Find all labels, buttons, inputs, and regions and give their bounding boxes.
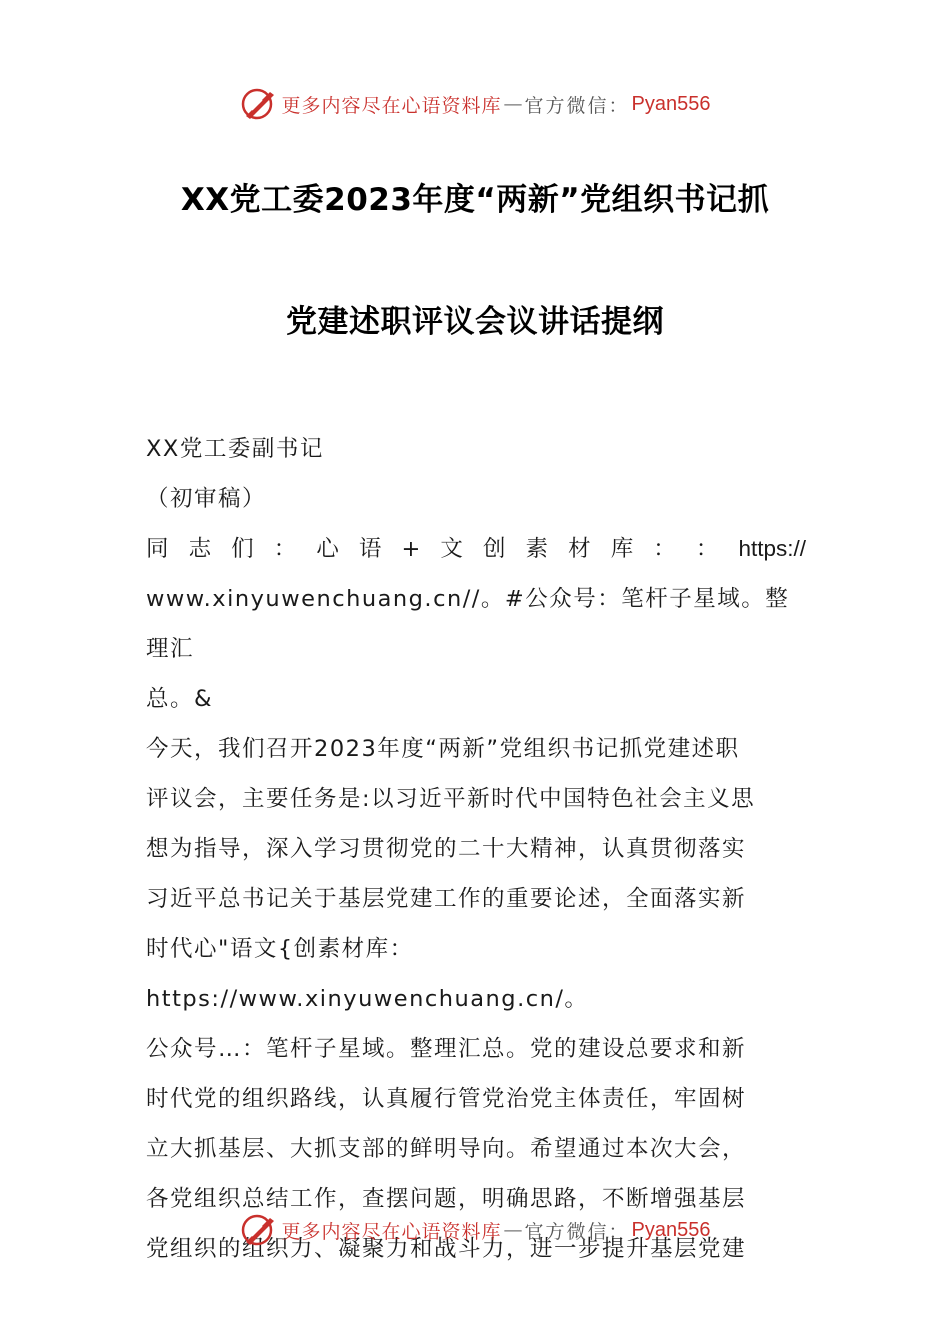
greeting-char: 心 <box>316 536 341 562</box>
greeting-char: 同 <box>146 536 171 562</box>
pen-logo-icon <box>240 86 278 122</box>
body-line: 时代心"语文{创素材库：https://www.xinyuwenchuang.cn/。 <box>146 936 589 1012</box>
body-line: 立大抓基层、大抓支部的鲜明导向。希望通过本次大会， <box>146 1136 747 1162</box>
pen-logo-icon <box>240 1212 278 1248</box>
body-line: 时代党的组织路线，认真履行管党治党主体责任，牢固树 <box>146 1086 747 1112</box>
document-body <box>146 424 806 1274</box>
greeting-char: 库 <box>610 536 635 562</box>
author-line: XX党工委副书记 <box>146 436 324 462</box>
greeting-char: 志 <box>188 536 213 562</box>
watermark-banner-bottom <box>0 1210 950 1250</box>
body-line: www.xinyuwenchuang.cn//。#公众号：笔杆子星域。整理汇 <box>146 586 790 662</box>
greeting-char: ： <box>273 536 298 562</box>
watermark-text: 更多内容尽在心语资料库 <box>281 94 502 117</box>
body-line: 总。& <box>146 686 214 712</box>
greeting-char: 材 <box>568 536 593 562</box>
document-title-line1: XX党工委2023年度“两新”党组织书记抓 <box>180 182 770 218</box>
greeting-url-start: https:// <box>738 536 806 561</box>
body-line: 评议会，主要任务是:以习近平新时代中国特色社会主义思 <box>146 786 756 812</box>
body-line: 今天，我们召开2023年度“两新”党组织书记抓党建述职 <box>146 736 740 762</box>
watermark-banner-top <box>0 84 950 124</box>
greeting-char: 创 <box>482 536 507 562</box>
body-line: 党组织的组织力、凝聚力和战斗力，进一步提升基层党建 <box>146 1236 747 1262</box>
greeting-line <box>146 524 806 574</box>
watermark-wechat-label: 官方微信： <box>524 94 630 117</box>
body-line: 各党组织总结工作，查摆问题，明确思路，不断增强基层 <box>146 1186 747 1212</box>
greeting-char: 们 <box>231 536 256 562</box>
greeting-char: + <box>401 536 422 562</box>
greeting-char: ： <box>653 536 678 562</box>
draft-note: （初审稿） <box>146 486 267 512</box>
watermark-wechat-id: Pyan556 <box>631 92 711 115</box>
watermark-wechat-label: 官方微信： <box>524 1220 630 1243</box>
watermark-separator: — <box>503 1219 523 1241</box>
greeting-char: 语 <box>358 536 383 562</box>
greeting-char: 素 <box>525 536 550 562</box>
body-line: 想为指导，深入学习贯彻党的二十大精神，认真贯彻落实 <box>146 836 747 862</box>
body-line: 习近平总书记关于基层党建工作的重要论述，全面落实新 <box>146 886 747 912</box>
body-line: 公众号…：笔杆子星域。整理汇总。党的建设总要求和新 <box>146 1036 747 1062</box>
greeting-char: ： <box>695 536 720 562</box>
document-title-line2: 党建述职评议会议讲话提纲 <box>286 304 664 340</box>
greeting-char: 文 <box>440 536 465 562</box>
watermark-text: 更多内容尽在心语资料库 <box>281 1220 502 1243</box>
watermark-separator: — <box>503 93 523 115</box>
watermark-wechat-id: Pyan556 <box>631 1218 711 1241</box>
